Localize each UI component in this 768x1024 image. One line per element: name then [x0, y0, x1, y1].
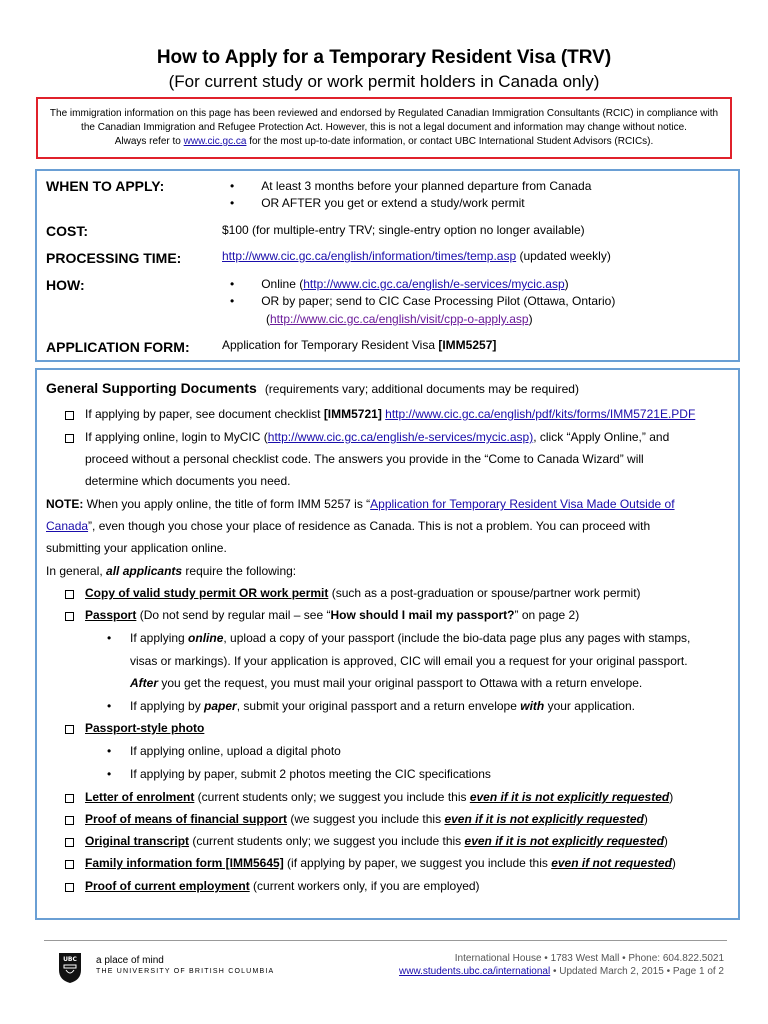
students-site-link[interactable]: www.students.ubc.ca/international: [399, 966, 551, 977]
passport-item: Passport (Do not send by regular mail – see “How should I mail my passport?” on page 2): [85, 608, 580, 622]
checkbox: [65, 794, 74, 803]
online-checklist: If applying online, login to MyCIC (http://www.cic.gc.ca/english/e-services/mycic.asp), click “Apply Online,” and: [85, 430, 670, 444]
online-checklist-3: determine which documents you need.: [85, 474, 291, 488]
photo-paper: If applying by paper, submit 2 photos meeting the CIC specifications: [130, 767, 491, 781]
cpp-link[interactable]: http://www.cic.gc.ca/english/visit/cpp-o-apply.asp: [270, 312, 529, 326]
imm5257-title-link-2[interactable]: Canada: [46, 519, 89, 533]
form-value: Application for Temporary Resident Visa [IMM5257]: [222, 338, 497, 352]
note-line-1: NOTE: When you apply online, the title of form IMM 5257 is “Application for Temporary Resident Visa Made Outside of: [46, 497, 675, 511]
mycic-link[interactable]: http://www.cic.gc.ca/english/e-services/mycic.asp: [303, 277, 565, 291]
bullet: •: [107, 767, 112, 781]
mycic-link-2[interactable]: http://www.cic.gc.ca/english/e-services/mycic.asp): [267, 430, 534, 444]
ubc-crest-icon: [58, 952, 82, 984]
bullet: •: [107, 631, 112, 645]
disclaimer-line-1: The immigration information on this page has been reviewed and endorsed by Regulated Canadian Immigration Consultants (RCIC) in compliance with: [49, 108, 719, 119]
paper-checklist: If applying by paper, see document checklist [IMM5721] http://www.cic.gc.ca/english/pdf/kits/forms/IMM5721E.PDF: [85, 407, 696, 421]
checkbox: [65, 725, 74, 734]
footer-updated: www.students.ubc.ca/international • Updated March 2, 2015 • Page 1 of 2: [399, 966, 724, 977]
when-item-2: • OR AFTER you get or extend a study/work permit: [230, 196, 525, 210]
checkbox: [65, 434, 74, 443]
when-item-1: • At least 3 months before your planned departure from Canada: [230, 179, 592, 193]
note-line-3: submitting your application online.: [46, 541, 227, 555]
checkbox: [65, 838, 74, 847]
form-label: APPLICATION FORM:: [46, 339, 190, 355]
general-line: In general, all applicants require the following:: [46, 564, 297, 578]
pp-online-1: If applying online, upload a copy of your passport (include the bio-data page plus any pages with stamps,: [130, 631, 691, 645]
how-label: HOW:: [46, 277, 85, 293]
enrol-item: Letter of enrolment (current students only; we suggest you include this even if it is not explicitly requested): [85, 790, 674, 804]
online-checklist-2: proceed without a personal checklist code. The answers you provide in the “Come to Canada Wizard” will: [85, 452, 644, 466]
cic-link[interactable]: www.cic.gc.ca: [183, 136, 247, 147]
checkbox: [65, 816, 74, 825]
imm5721-link[interactable]: http://www.cic.gc.ca/english/pdf/kits/forms/IMM5721E.PDF: [385, 407, 696, 421]
processing-label: PROCESSING TIME:: [46, 250, 182, 266]
cost-value: $100 (for multiple-entry TRV; single-entry option no longer available): [222, 223, 585, 237]
checkbox: [65, 860, 74, 869]
ubc-tagline: a place of mind: [96, 955, 164, 966]
note-line-2: Canada”, even though you chose your place of residence as Canada. This is not a problem. You can proceed with: [46, 519, 651, 533]
checkbox: [65, 883, 74, 892]
disclaimer-line-3: Always refer to www.cic.gc.ca for the most up-to-date information, or contact UBC International Student Advisors (RCICs).: [114, 136, 654, 147]
photo-online: If applying online, upload a digital photo: [130, 744, 341, 758]
checkbox: [65, 590, 74, 599]
footer-divider: [44, 940, 727, 941]
bullet: •: [107, 744, 112, 758]
transcript-item: Original transcript (current students only; we suggest you include this even if it is not explicitly requested): [85, 834, 668, 848]
docs-heading: General Supporting Documents (requirements vary; additional documents may be required): [46, 380, 579, 396]
family-item: Family information form [IMM5645] (if applying by paper, we suggest you include this even if not requested): [85, 856, 676, 870]
how-item-2: • OR by paper; send to CIC Case Processing Pilot (Ottawa, Ontario): [230, 294, 616, 308]
disclaimer-line-2: the Canadian Immigration and Refugee Protection Act. However, this is not a legal document and information may change without notice.: [81, 122, 687, 133]
pp-online-3: After you get the request, you must mail your original passport to Ottawa with a return envelope.: [130, 676, 643, 690]
permit-item: Copy of valid study permit OR work permit (such as a post-graduation or spouse/partner work permit): [85, 586, 641, 600]
employment-item: Proof of current employment (current workers only, if you are employed): [85, 879, 480, 893]
pp-paper: If applying by paper, submit your original passport and a return envelope with your application.: [130, 699, 635, 713]
how-item-1: • Online (http://www.cic.gc.ca/english/e-services/mycic.asp): [230, 277, 569, 291]
footer-address: International House • 1783 West Mall • Phone: 604.822.5021: [454, 953, 724, 964]
photo-item: Passport-style photo: [85, 721, 205, 735]
ubc-name: THE UNIVERSITY OF BRITISH COLUMBIA: [96, 968, 275, 975]
disclaimer-box: [36, 97, 732, 159]
svg-text:UBC: UBC: [63, 956, 77, 963]
how-item-2b: (http://www.cic.gc.ca/english/visit/cpp-o-apply.asp): [266, 312, 533, 326]
page-subtitle: (For current study or work permit holders in Canada only): [168, 72, 600, 91]
when-label: WHEN TO APPLY:: [46, 178, 165, 194]
pp-online-2: visas or markings). If your application is approved, CIC will email you a request for your original passport.: [130, 654, 688, 668]
checkbox: [65, 612, 74, 621]
funds-item: Proof of means of financial support (we suggest you include this even if it is not explicitly requested): [85, 812, 648, 826]
supporting-docs-box: [35, 368, 740, 920]
processing-value: http://www.cic.gc.ca/english/information/times/temp.asp (updated weekly): [222, 249, 611, 263]
checkbox: [65, 411, 74, 420]
processing-link[interactable]: http://www.cic.gc.ca/english/information/times/temp.asp: [222, 249, 517, 263]
footer-address-block: [399, 952, 724, 978]
bullet: •: [107, 699, 112, 713]
page-title: How to Apply for a Temporary Resident Visa (TRV): [156, 47, 612, 68]
cost-label: COST:: [46, 223, 88, 239]
summary-box: [35, 169, 740, 362]
imm5257-title-link[interactable]: Application for Temporary Resident Visa Made Outside of: [370, 497, 675, 511]
